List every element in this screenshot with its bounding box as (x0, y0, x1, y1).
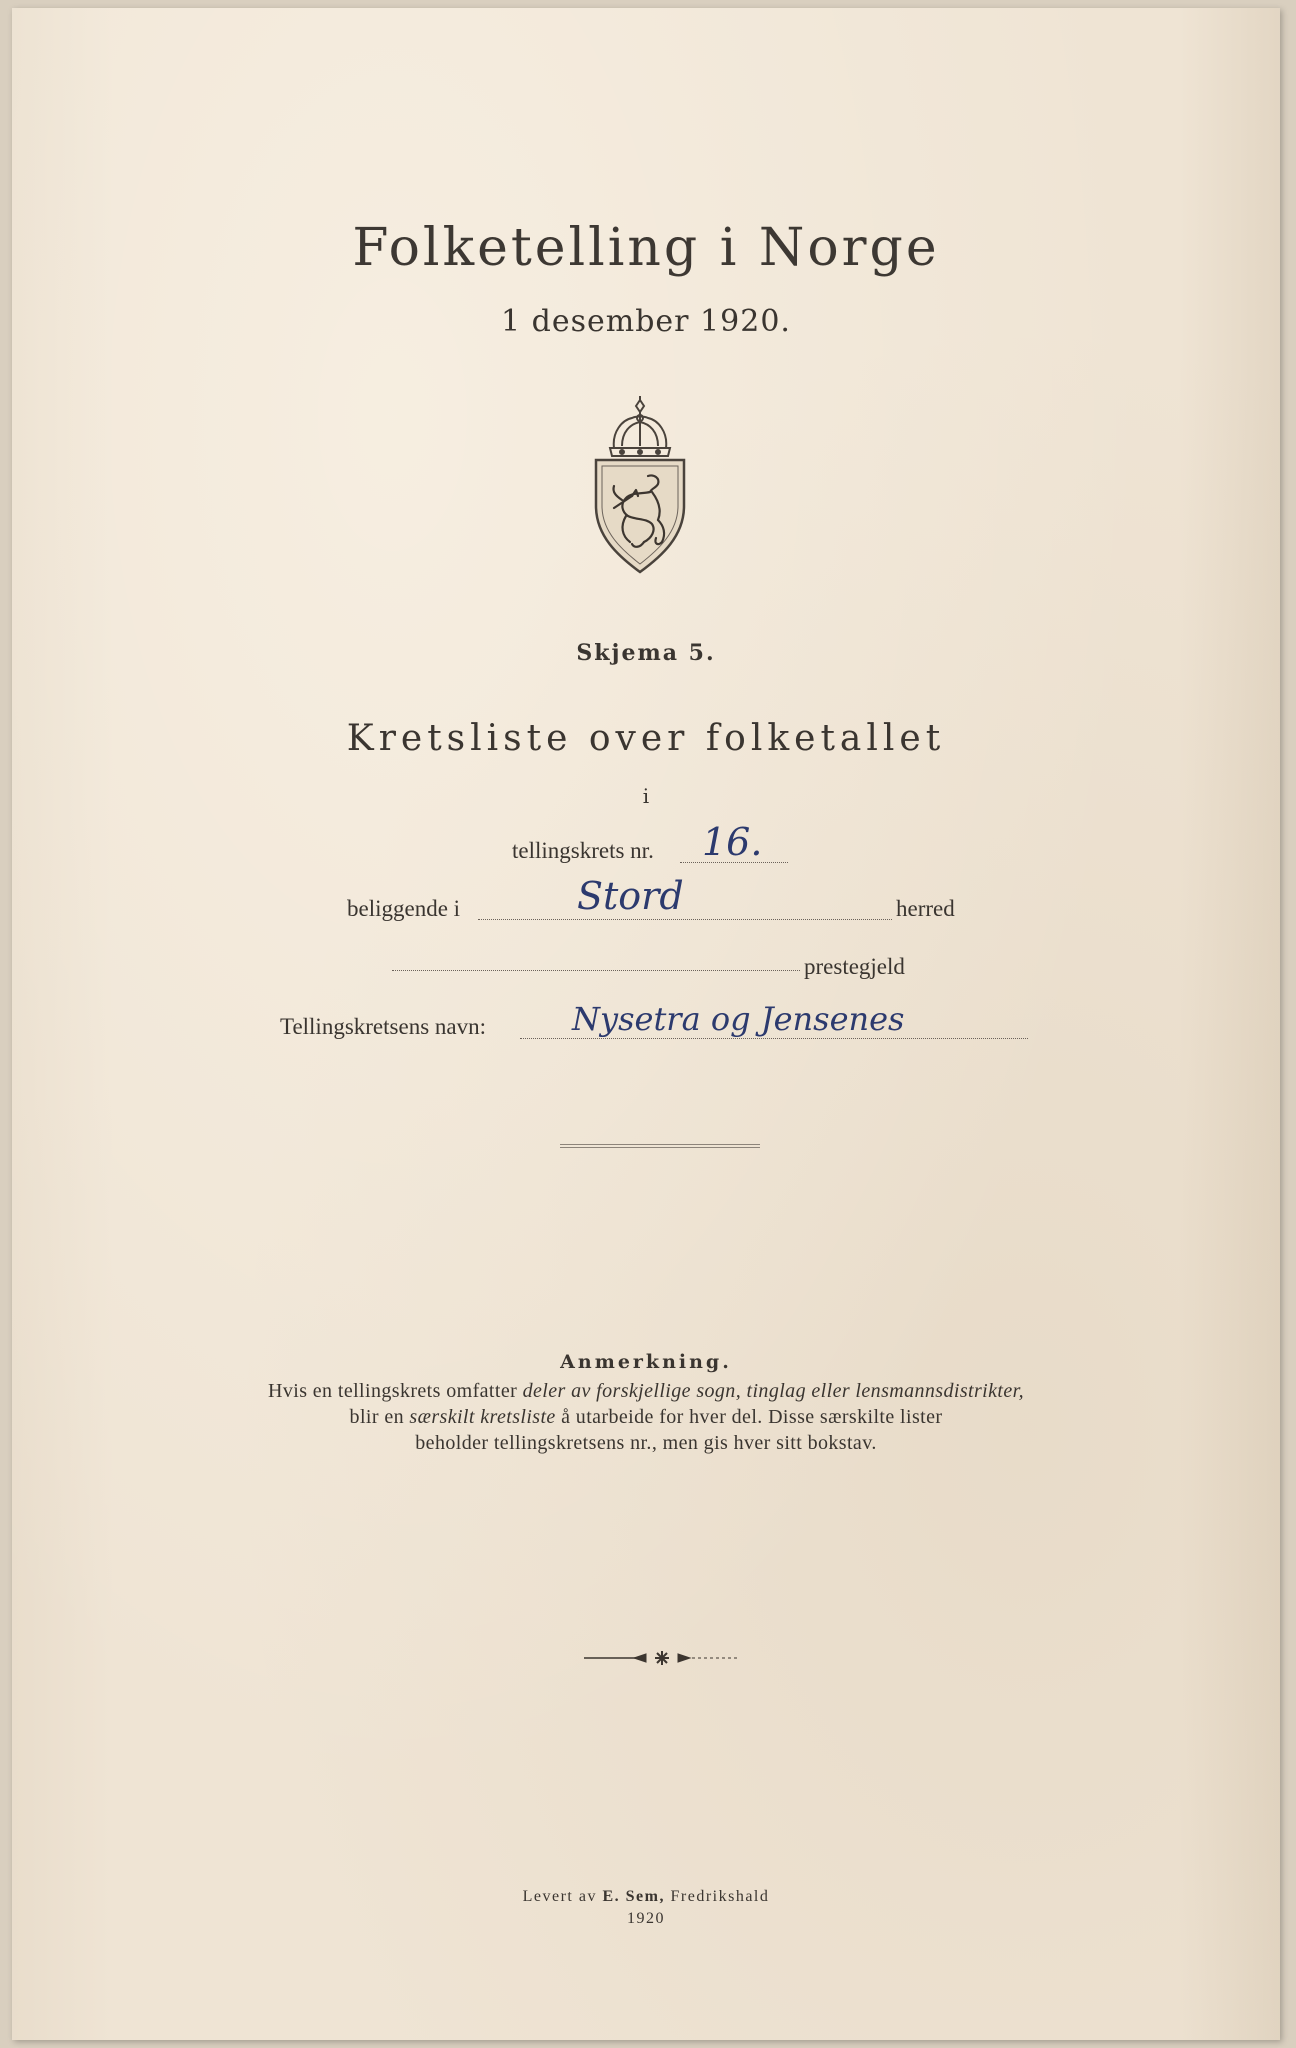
star-ornament-icon (582, 1648, 742, 1668)
note-title: Anmerkning. (560, 1351, 732, 1373)
printer-prefix: Levert av (522, 1888, 603, 1905)
census-form-page (12, 8, 1280, 2040)
note-line-1 (12, 1380, 1280, 1403)
note-line-3: beholder tellingskretsens nr., men gis hver sitt bokstav. (415, 1432, 877, 1454)
section-divider (560, 1144, 760, 1148)
beliggende-value: Stord (577, 874, 684, 918)
note-line-2 (12, 1406, 1280, 1429)
connector-word: i (642, 784, 650, 808)
census-date: 1 desember 1920. (501, 304, 791, 339)
note-line-2-text-b: å utarbeide for hver del. Disse særskilte lister (555, 1406, 943, 1428)
printer-name: E. Sem, (602, 1888, 665, 1905)
krets-navn-field-line (520, 1038, 1028, 1039)
beliggende-field-line (478, 919, 892, 920)
printer-year: 1920 (627, 1910, 665, 1927)
prestegjeld-label: prestegjeld (804, 954, 905, 979)
prestegjeld-field-line (392, 970, 800, 971)
form-heading: Kretsliste over folketallet (346, 718, 946, 759)
beliggende-label: beliggende i (347, 896, 461, 921)
tellingskrets-value: 16. (702, 820, 763, 864)
krets-navn-label: Tellingskretsens navn: (280, 1014, 486, 1039)
schema-number: Skjema 5. (576, 640, 716, 666)
printer-place: Fredrikshald (664, 1888, 770, 1905)
herred-label: herred (896, 896, 955, 921)
norwegian-coat-of-arms-icon (592, 396, 688, 576)
note-line-2-text-a: blir en (349, 1406, 410, 1428)
krets-navn-value: Nysetra og Jensenes (572, 1000, 905, 1038)
note-line-1-italic: deler av forskjellige sogn, tinglag eller lensmannsdistrikter, (522, 1380, 1024, 1402)
note-line-2-italic: særskilt kretsliste (409, 1406, 556, 1428)
printer-credit (12, 1888, 1280, 1906)
page-title: Folketelling i Norge (352, 218, 940, 278)
tellingskrets-label: tellingskrets nr. (512, 838, 654, 863)
note-line-1-text: Hvis en tellingskrets omfatter (268, 1380, 523, 1402)
